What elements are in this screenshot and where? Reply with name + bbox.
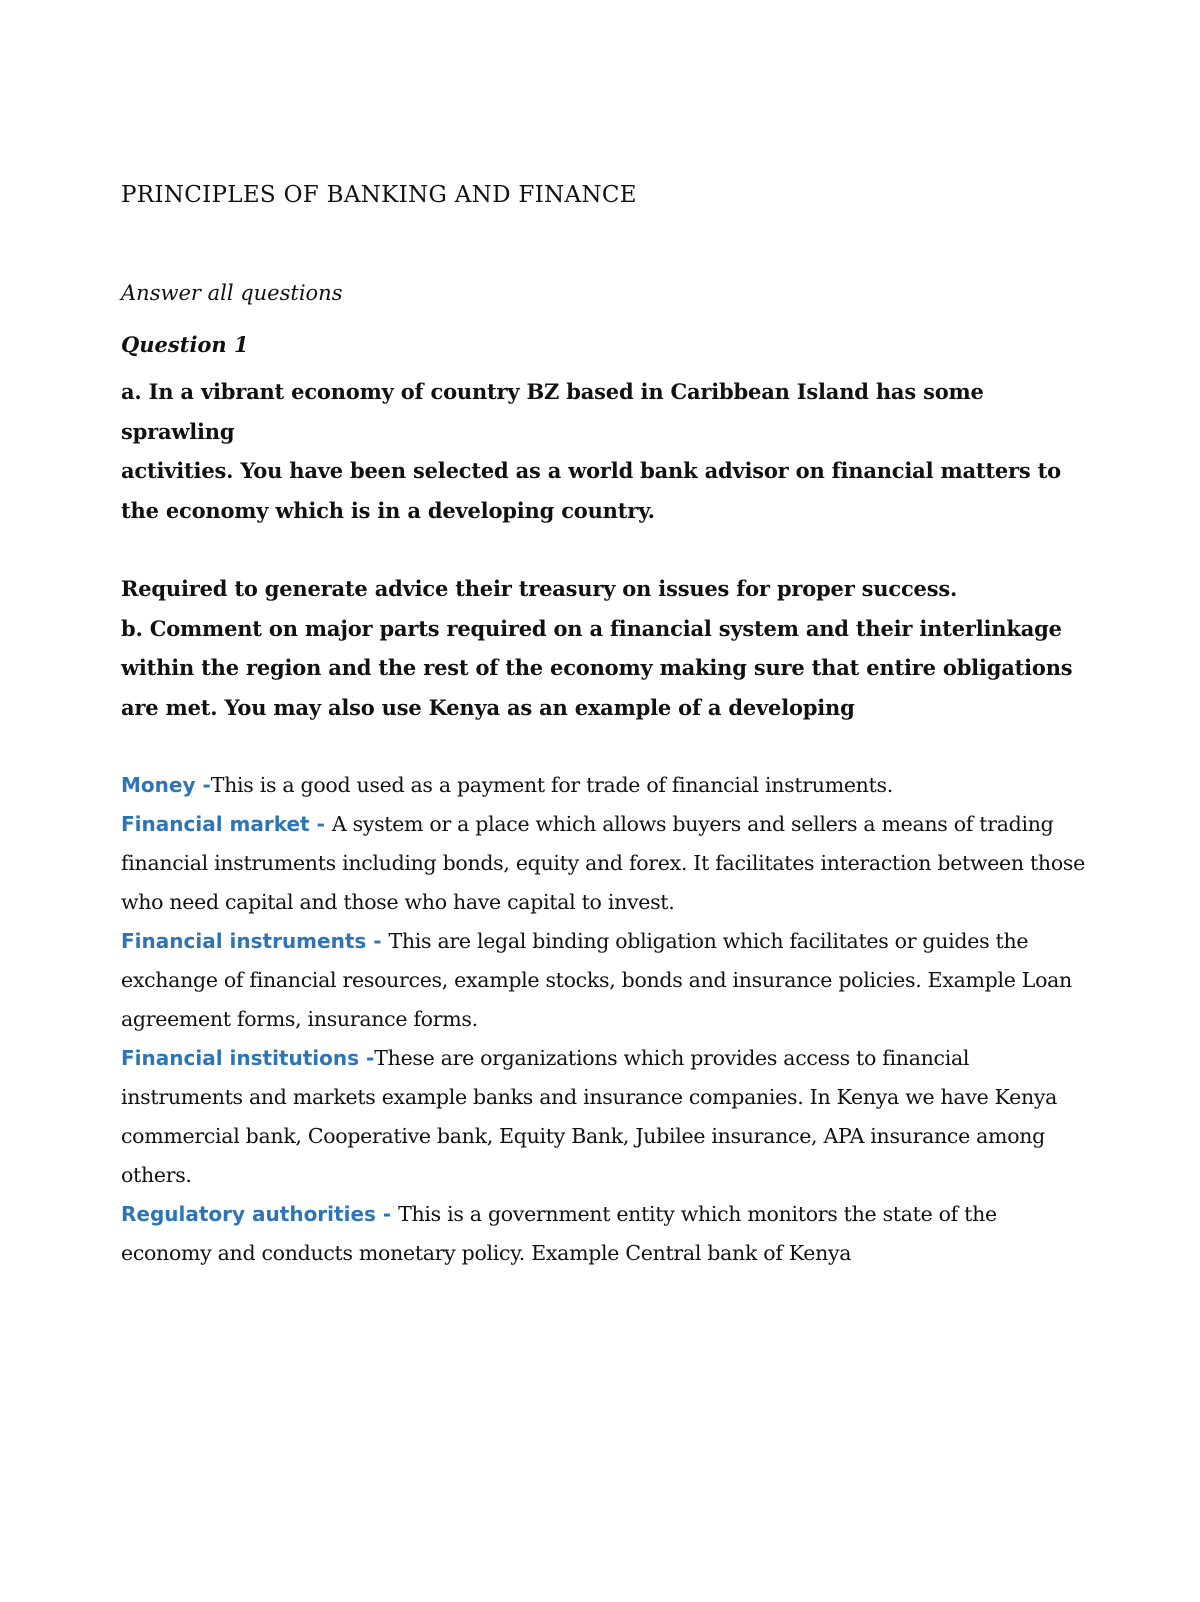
document-content [121, 178, 1086, 1273]
term-label: Financial instruments - [121, 929, 389, 953]
document-title: PRINCIPLES OF BANKING AND FINANCE [121, 182, 637, 208]
term-definition: This are legal binding obligation which facilitates or guides the exchange of financial resources, example stocks, bonds and insurance policies. Example Loan agreement forms, insurance forms. [121, 929, 1072, 1031]
answer-regulatory-authorities [121, 1195, 1086, 1273]
blank-line [121, 530, 1086, 569]
question-body [121, 372, 1086, 727]
term-definition: A system or a place which allows buyers and sellers a means of trading financial instruments including bonds, equity and forex. It facilitates interaction between those who need capital and those who have capital to invest. [121, 812, 1085, 914]
question-b-line: within the region and the rest of the economy making sure that entire obligations [121, 655, 1073, 680]
answer-financial-market [121, 805, 1086, 922]
question-b-line: are met. You may also use Kenya as an example of a developing [121, 694, 855, 720]
answer-financial-institutions [121, 1039, 1086, 1195]
term-label: Financial institutions - [121, 1046, 375, 1070]
term-label: Financial market - [121, 812, 332, 836]
term-definition: This is a government entity which monitors the state of the economy and conducts monetary policy. Example Central bank of Kenya [121, 1202, 997, 1265]
question-a-line: the economy which is in a developing country. [121, 497, 655, 523]
term-definition: These are organizations which provides access to financial instruments and markets example banks and insurance companies. In Kenya we have Kenya commercial bank, Cooperative bank, Equity Bank, Jubilee insurance, APA insurance among others. [121, 1046, 1058, 1187]
question-a-line: activities. You have been selected as a world bank advisor on financial matters to [121, 458, 1061, 483]
question-b-line: b. Comment on major parts required on a financial system and their interlinkage [121, 615, 1062, 641]
term-label: Regulatory authorities - [121, 1202, 399, 1226]
term-label: Money - [121, 773, 211, 797]
question-a-line: sprawling [121, 418, 235, 444]
answer-money [121, 766, 1086, 805]
required-line: Required to generate advice their treasury on issues for proper success. [121, 576, 958, 601]
answer-financial-instruments [121, 922, 1086, 1039]
answers-section [121, 766, 1086, 1273]
question-label: Question 1 [121, 332, 249, 357]
term-definition: This is a good used as a payment for trade of financial instruments. [210, 773, 893, 797]
question-a-line: a. In a vibrant economy of country BZ based in Caribbean Island has some [121, 379, 984, 404]
instruction-text: Answer all questions [121, 281, 343, 305]
